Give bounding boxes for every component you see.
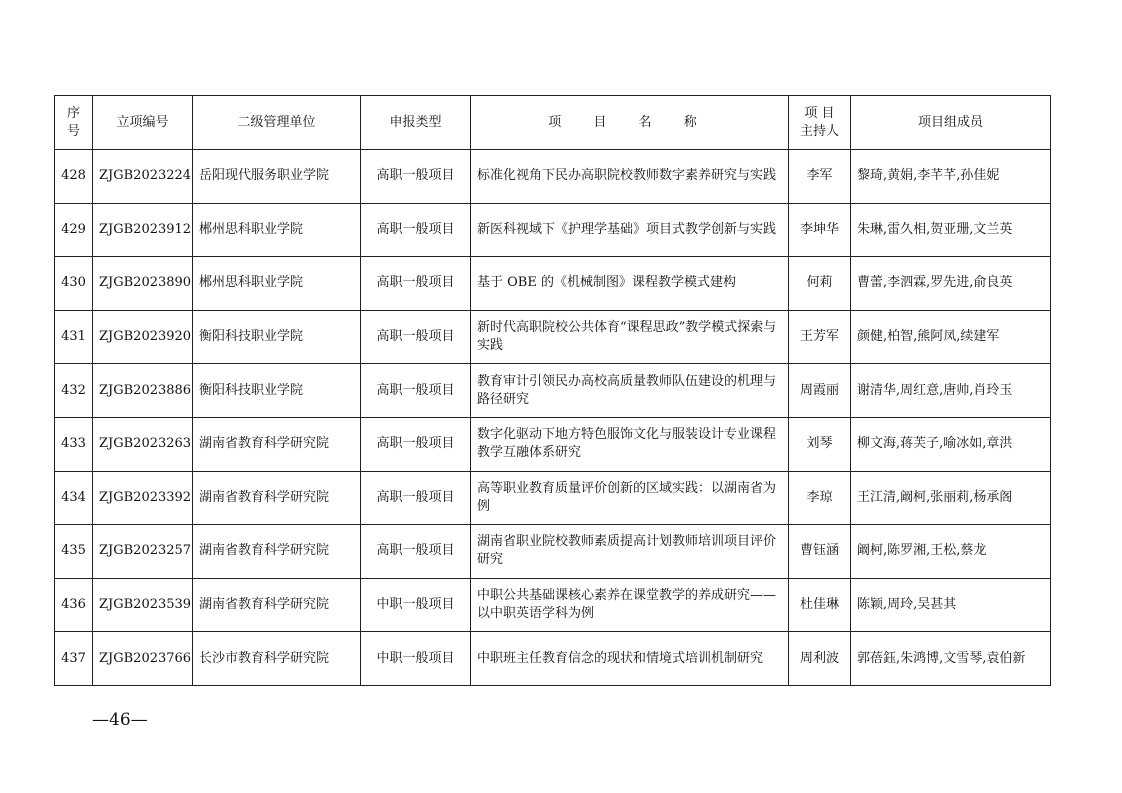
cell-host: 王芳军 xyxy=(789,310,851,364)
cell-code: ZJGB2023263 xyxy=(93,417,193,471)
cell-host: 何莉 xyxy=(789,257,851,311)
table-body xyxy=(55,150,1051,686)
table-row xyxy=(55,417,1051,471)
cell-members: 颜健,柏智,熊阿凤,续建军 xyxy=(851,310,1051,364)
cell-unit: 郴州思科职业学院 xyxy=(193,257,361,311)
cell-project-name: 高等职业教育质量评价创新的区域实践：以湖南省为例 xyxy=(471,471,789,525)
table-row xyxy=(55,632,1051,686)
cell-host: 李坤华 xyxy=(789,203,851,257)
cell-project-name: 新时代高职院校公共体育“课程思政”教学模式探索与实践 xyxy=(471,310,789,364)
table-row xyxy=(55,364,1051,418)
cell-type: 高职一般项目 xyxy=(361,150,471,204)
cell-seq: 428 xyxy=(55,150,93,204)
cell-host: 刘琴 xyxy=(789,417,851,471)
header-host: 项 目 主持人 xyxy=(789,96,851,150)
cell-type: 高职一般项目 xyxy=(361,257,471,311)
cell-seq: 436 xyxy=(55,578,93,632)
cell-code: ZJGB2023257 xyxy=(93,525,193,579)
cell-seq: 431 xyxy=(55,310,93,364)
project-table xyxy=(54,95,1051,686)
table-row xyxy=(55,310,1051,364)
table-row xyxy=(55,203,1051,257)
cell-members: 郭蓓鈺,朱鸿博,文雪琴,袁伯新 xyxy=(851,632,1051,686)
cell-code: ZJGB2023886 xyxy=(93,364,193,418)
cell-unit: 郴州思科职业学院 xyxy=(193,203,361,257)
cell-seq: 434 xyxy=(55,471,93,525)
cell-project-name: 数字化驱动下地方特色服饰文化与服装设计专业课程教学互融体系研究 xyxy=(471,417,789,471)
cell-host: 李军 xyxy=(789,150,851,204)
header-unit: 二级管理单位 xyxy=(193,96,361,150)
cell-seq: 437 xyxy=(55,632,93,686)
table-row xyxy=(55,257,1051,311)
cell-type: 高职一般项目 xyxy=(361,471,471,525)
cell-unit: 湖南省教育科学研究院 xyxy=(193,525,361,579)
header-code: 立项编号 xyxy=(93,96,193,150)
cell-members: 曹蕾,李泗霖,罗先进,俞良英 xyxy=(851,257,1051,311)
cell-seq: 435 xyxy=(55,525,93,579)
cell-type: 中职一般项目 xyxy=(361,632,471,686)
cell-project-name: 中职班主任教育信念的现状和情境式培训机制研究 xyxy=(471,632,789,686)
table-row xyxy=(55,578,1051,632)
cell-project-name: 教育审计引领民办高校高质量教师队伍建设的机理与路径研究 xyxy=(471,364,789,418)
header-members: 项目组成员 xyxy=(851,96,1051,150)
cell-type: 高职一般项目 xyxy=(361,364,471,418)
page-number: —46— xyxy=(92,710,148,730)
cell-project-name: 中职公共基础课核心素养在课堂教学的养成研究——以中职英语学科为例 xyxy=(471,578,789,632)
header-name: 项 目 名 称 xyxy=(471,96,789,150)
cell-unit: 长沙市教育科学研究院 xyxy=(193,632,361,686)
cell-project-name: 标准化视角下民办高职院校教师数字素养研究与实践 xyxy=(471,150,789,204)
cell-project-name: 湖南省职业院校教师素质提高计划教师培训项目评价研究 xyxy=(471,525,789,579)
cell-type: 高职一般项目 xyxy=(361,310,471,364)
table-row xyxy=(55,150,1051,204)
cell-type: 高职一般项目 xyxy=(361,525,471,579)
cell-code: ZJGB2023224 xyxy=(93,150,193,204)
cell-host: 曹钰涵 xyxy=(789,525,851,579)
cell-unit: 湖南省教育科学研究院 xyxy=(193,578,361,632)
cell-host: 杜佳琳 xyxy=(789,578,851,632)
table-row xyxy=(55,525,1051,579)
cell-code: ZJGB2023920 xyxy=(93,310,193,364)
cell-members: 柳文海,蒋芙子,喻冰如,章洪 xyxy=(851,417,1051,471)
cell-type: 中职一般项目 xyxy=(361,578,471,632)
cell-members: 谢清华,周红意,唐帅,肖玲玉 xyxy=(851,364,1051,418)
cell-unit: 湖南省教育科学研究院 xyxy=(193,417,361,471)
cell-code: ZJGB2023890 xyxy=(93,257,193,311)
cell-code: ZJGB2023539 xyxy=(93,578,193,632)
cell-unit: 衡阳科技职业学院 xyxy=(193,310,361,364)
cell-members: 陈颖,周玲,吴甚其 xyxy=(851,578,1051,632)
cell-unit: 湖南省教育科学研究院 xyxy=(193,471,361,525)
cell-seq: 433 xyxy=(55,417,93,471)
cell-host: 周利波 xyxy=(789,632,851,686)
header-type: 申报类型 xyxy=(361,96,471,150)
header-row xyxy=(55,96,1051,150)
header-seq: 序 号 xyxy=(55,96,93,150)
cell-code: ZJGB2023912 xyxy=(93,203,193,257)
cell-unit: 衡阳科技职业学院 xyxy=(193,364,361,418)
cell-type: 高职一般项目 xyxy=(361,417,471,471)
cell-seq: 429 xyxy=(55,203,93,257)
cell-members: 阚柯,陈罗湘,王松,蔡龙 xyxy=(851,525,1051,579)
cell-project-name: 基于 OBE 的《机械制图》课程教学模式建构 xyxy=(471,257,789,311)
cell-code: ZJGB2023766 xyxy=(93,632,193,686)
cell-seq: 432 xyxy=(55,364,93,418)
cell-host: 周霞丽 xyxy=(789,364,851,418)
cell-members: 朱琳,雷久相,贺亚珊,文兰英 xyxy=(851,203,1051,257)
cell-unit: 岳阳现代服务职业学院 xyxy=(193,150,361,204)
cell-members: 黎琦,黄娟,李芊芊,孙佳妮 xyxy=(851,150,1051,204)
cell-code: ZJGB2023392 xyxy=(93,471,193,525)
cell-members: 王江清,阚柯,张丽莉,杨承阁 xyxy=(851,471,1051,525)
cell-host: 李琼 xyxy=(789,471,851,525)
cell-seq: 430 xyxy=(55,257,93,311)
cell-type: 高职一般项目 xyxy=(361,203,471,257)
table-row xyxy=(55,471,1051,525)
cell-project-name: 新医科视域下《护理学基础》项目式教学创新与实践 xyxy=(471,203,789,257)
